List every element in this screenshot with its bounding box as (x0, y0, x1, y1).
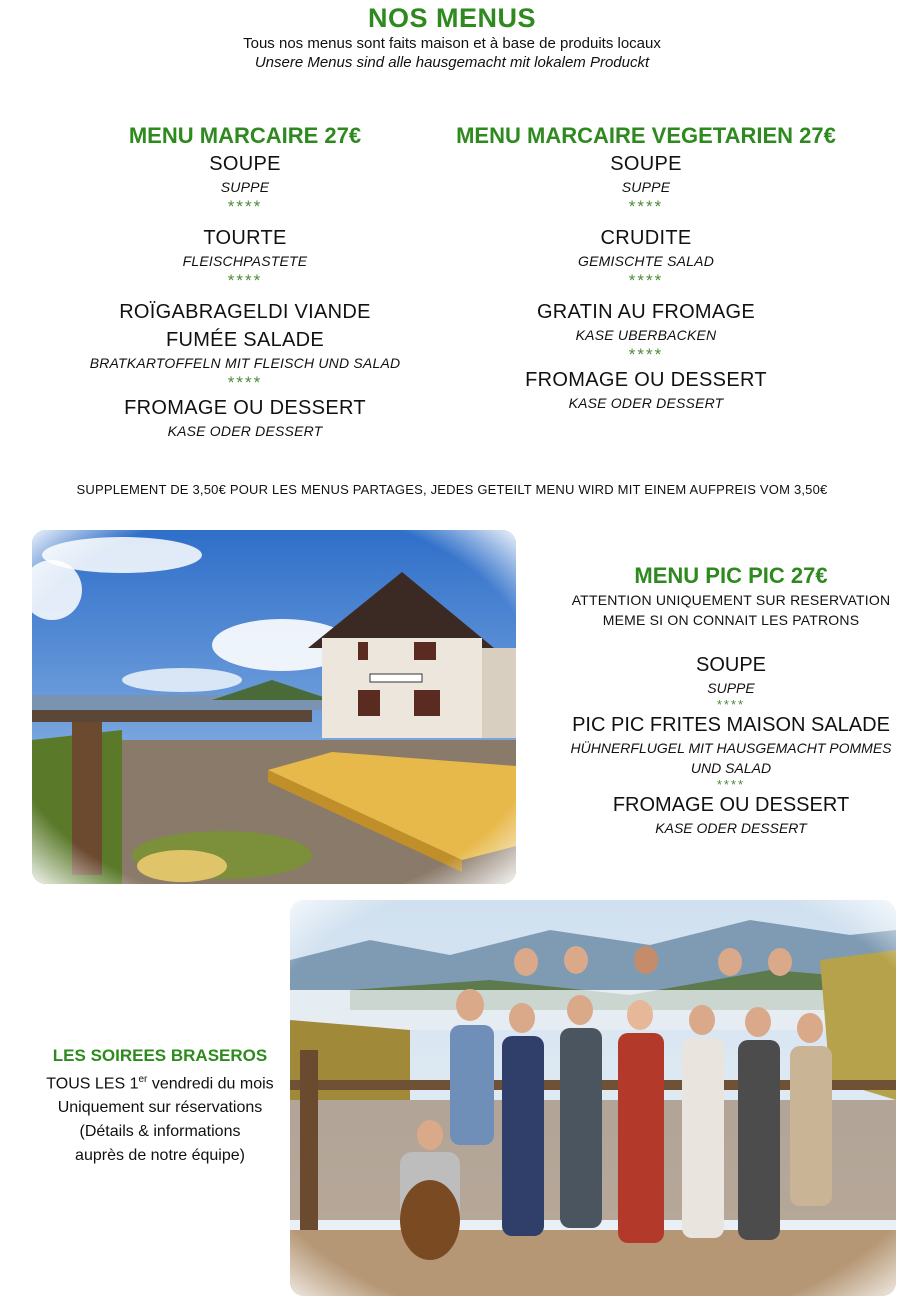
reservation-note: MEME SI ON CONNAIT LES PATRONS (602, 612, 860, 628)
course-de: FLEISCHPASTETE (182, 253, 308, 269)
stars-divider: **** (628, 197, 664, 216)
team-group-photo (290, 900, 896, 1296)
menu-title: MENU MARCAIRE VEGETARIEN 27€ (456, 123, 836, 148)
reservation-note: ATTENTION UNIQUEMENT SUR RESERVATION (571, 592, 891, 608)
header (0, 2, 904, 72)
stars-divider: **** (628, 271, 664, 290)
menu-picpic (548, 562, 904, 838)
course-fr: PIC PIC FRITES MAISON SALADE (572, 714, 890, 736)
stars-divider: **** (716, 697, 746, 712)
course-de: KASE UBERBACKEN (575, 327, 717, 343)
braseros-reservation: Uniquement sur réservations (57, 1099, 263, 1117)
subtitle-de: Unsere Menus sind alle hausgemacht mit lokalem Produckt (254, 54, 650, 71)
course-fr: FROMAGE OU DESSERT (525, 369, 767, 391)
chalet-terrace-photo (32, 530, 516, 884)
braseros-details: (Détails & informations (79, 1123, 241, 1141)
course-de: HÜHNERFLUGEL MIT HAUSGEMACHT POMMES (570, 740, 892, 756)
course-de: KASE ODER DESSERT (655, 820, 807, 836)
course-de: SUPPE (621, 179, 671, 195)
stars-divider: **** (716, 777, 746, 792)
braseros-info (20, 1044, 300, 1168)
menu-title: MENU PIC PIC 27€ (634, 563, 828, 588)
course-de: BRATKARTOFFELN MIT FLEISCH UND SALAD (89, 355, 401, 371)
braseros-schedule-post: vendredi du mois (147, 1075, 274, 1093)
subtitle-fr: Tous nos menus sont faits maison et à base de produits locaux (243, 35, 661, 52)
course-fr: SOUPE (695, 654, 767, 676)
course-de: UND SALAD (690, 760, 772, 776)
course-fr: GRATIN AU FROMAGE (536, 301, 756, 323)
page-title: NOS MENUS (367, 3, 537, 33)
stars-divider: **** (628, 345, 664, 364)
course-de: KASE ODER DESSERT (167, 423, 323, 439)
course-fr: FUMÉE SALADE (165, 329, 325, 351)
menu-vegetarien (420, 122, 872, 412)
course-fr: FROMAGE OU DESSERT (124, 397, 366, 419)
ordinal-sup: er (138, 1074, 148, 1085)
course-fr: FROMAGE OU DESSERT (612, 794, 850, 816)
supplement-note: SUPPLEMENT DE 3,50€ POUR LES MENUS PARTAGES, JEDES GETEILT MENU WIRD MIT EINEM AUFPREIS VOM 3,50€ (76, 482, 828, 497)
course-fr: SOUPE (610, 153, 682, 175)
stars-divider: **** (227, 271, 263, 290)
braseros-details: auprès de notre équipe) (75, 1147, 245, 1165)
course-de: KASE ODER DESSERT (568, 395, 724, 411)
course-de: SUPPE (707, 680, 755, 696)
menu-marcaire (20, 122, 470, 440)
menu-title: MENU MARCAIRE 27€ (128, 123, 362, 148)
course-fr: ROÏGABRAGELDI VIANDE (119, 301, 371, 323)
course-de: SUPPE (220, 179, 270, 195)
braseros-schedule (20, 1068, 300, 1096)
stars-divider: **** (227, 373, 263, 392)
course-fr: CRUDITE (600, 227, 692, 249)
course-de: GEMISCHTE SALAD (577, 253, 715, 269)
braseros-title: LES SOIREES BRASEROS (52, 1046, 268, 1065)
course-fr: SOUPE (209, 153, 281, 175)
stars-divider: **** (227, 197, 263, 216)
course-fr: TOURTE (203, 227, 287, 249)
braseros-schedule-pre: TOUS LES 1 (46, 1075, 139, 1093)
